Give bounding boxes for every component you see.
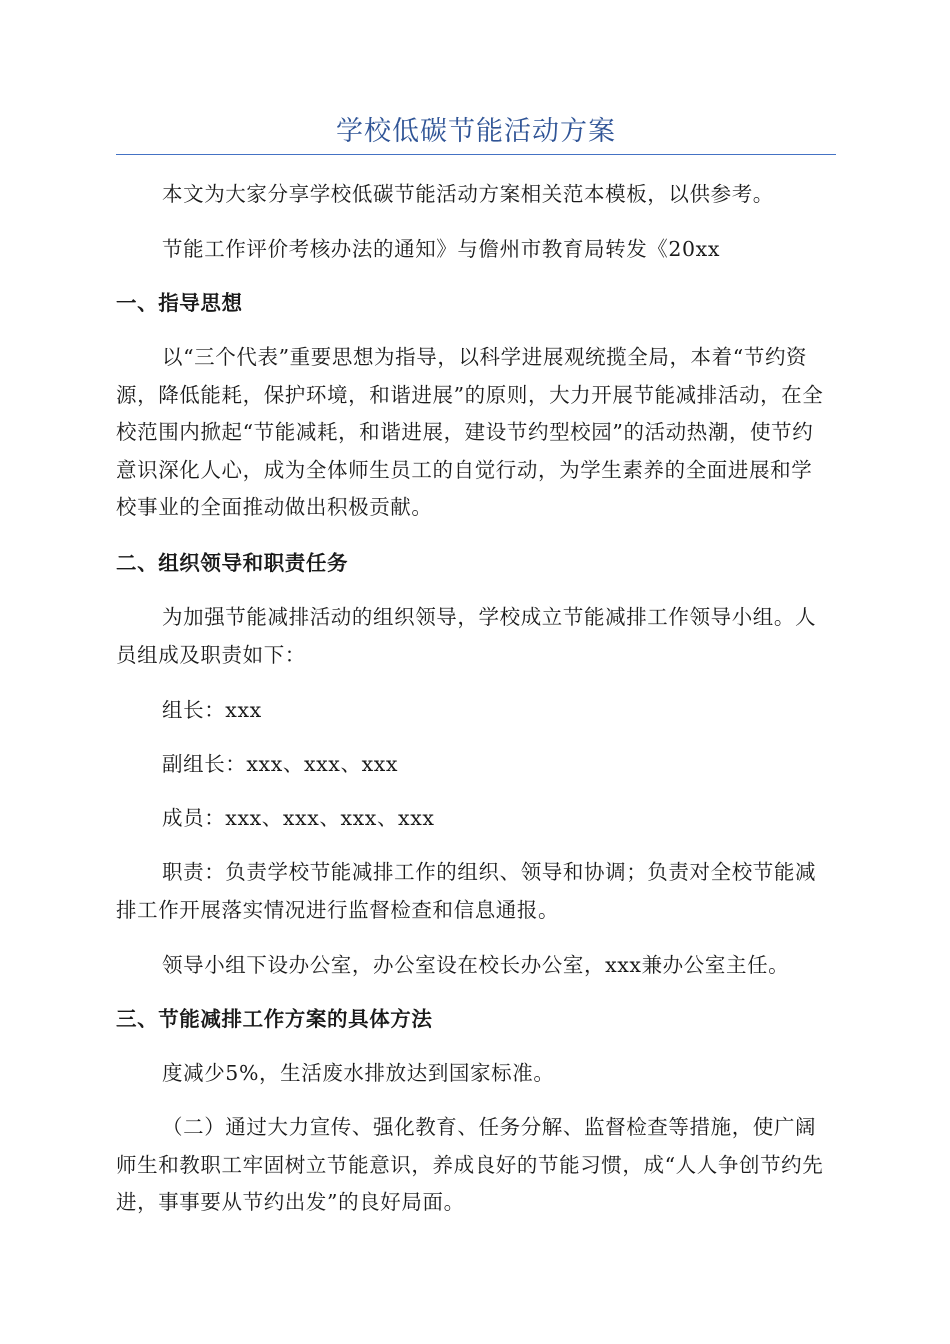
members-line: 成员：xxx、xxx、xxx、xxx [162,806,435,830]
duties-paragraph: 职责：负责学校节能减排工作的组织、领导和协调；负责对全校节能减排工作开展落实情况进行监督检查和信息通报。 [116,860,817,922]
section-heading-methods: 三、节能减排工作方案的具体方法 [116,1007,433,1031]
office-paragraph: 领导小组下设办公室，办公室设在校长办公室，xxx兼办公室主任。 [162,953,790,977]
leader-line: 组长：xxx [162,698,262,722]
section-heading-organization: 二、组织领导和职责任务 [116,551,349,575]
notice-paragraph: 节能工作评价考核办法的通知》与儋州市教育局转发《20xx [162,237,721,261]
methods-paragraph-1: 度减少5%，生活废水排放达到国家标准。 [162,1061,555,1085]
guiding-ideology-paragraph: 以“三个代表”重要思想为指导，以科学进展观统揽全局，本着“节约资源，降低能耗，保护环境，和谐进展”的原则，大力开展节能减排活动，在全校范围内掀起“节能减耗，和谐进展，建设节约型校园”的活动热潮，使节约意识深化人心，成为全体师生员工的自觉行动，为学生素养的全面进展和学校事业的全面推动做出积极贡献。 [116,345,824,519]
deputy-leader-line: 副组长：xxx、xxx、xxx [162,752,399,776]
section-heading-guiding-ideology: 一、指导思想 [116,291,243,315]
organization-paragraph: 为加强节能减排活动的组织领导，学校成立节能减排工作领导小组。人员组成及职责如下： [116,605,817,667]
title-underline [116,154,836,155]
intro-paragraph: 本文为大家分享学校低碳节能活动方案相关范本模板，以供参考。 [162,182,774,206]
document-title: 学校低碳节能活动方案 [336,116,616,147]
methods-paragraph-2: （二）通过大力宣传、强化教育、任务分解、监督检查等措施，使广阔师生和教职工牢固树立节能意识，养成良好的节能习惯，成“人人争创节约先进，事事要从节约出发”的良好局面。 [116,1115,824,1214]
